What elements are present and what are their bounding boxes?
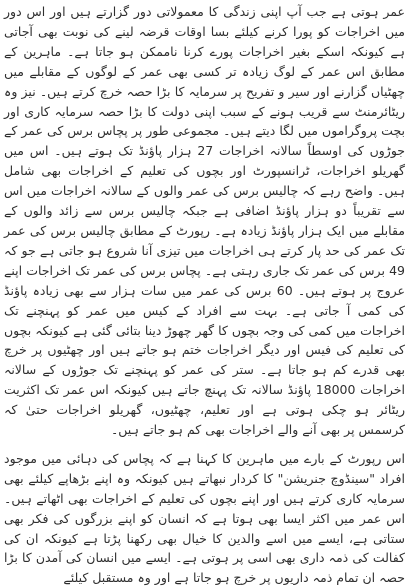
article-paragraph-2: اس رپورٹ کے بارے میں ماہرین کا کہنا ہے کہ پچاس کی دہائی میں موجود افراد "سینڈوچ جنریشن" کا کردار نبھاتے ہیں کیونکہ وہ اپنے بڑھاپے کیلئے بھی سرمایہ کاری کرتے ہیں اور اپنے بچوں کی تعلیم کے اخراجات بھی اٹھاتے ہیں۔ اس عمر میں اکثر ایسا بھی ہوتا ہے کہ انسان کو اپنے بزرگوں کی فکر بھی ستاتی ہے، ایسے میں اسے والدین کا خیال بھی رکھنا پڑتا ہے کیونکہ ان کی کفالت کی ذمہ داری بھی اسی پر ہوتی ہے۔ ایسے میں انسان کی آمدن کا بڑا حصہ ان تمام ذمہ داریوں پر خرچ ہو جاتا ہے اور وہ مستقبل کیلئے [4, 450, 405, 586]
article-paragraph-1: عمر ہوتی ہے جب آپ اپنی زندگی کا معمولاتی دور گزارتے ہیں اور اس دور میں اخراجات کو پورا کرنے کیلئے بسا اوقات قرضہ لینے کی نوبت بھی آجاتی ہے کیونکہ اسکے بغیر اخراجات پورے کرنا ناممکن ہو جاتا ہے۔ ماہرین کے مطابق اس عمر کے لوگ زیادہ تر کسی بھی عمر کے لوگوں کے مقابلے میں چھٹیاں گزارنے اور سیر و تفریح پر سرمایہ کا بڑا حصہ خرچ کرتے ہیں۔ نیز وہ ریٹائرمنٹ سے قریب ہونے کے سبب اپنی دولت کا بڑا حصہ سرمایہ کاری اور بچت پروگراموں میں لگا دیتے ہیں۔ مجموعی طور پر پچاس برس کی عمر کے جوڑوں کی اوسطاً سالانہ اخراجات 27 ہزار پاؤنڈ تک ہوتے ہیں۔ اس میں گھریلو اخراجات، ٹرانسپورٹ اور بچوں کی تعلیم کے اخراجات بھی شامل ہیں۔ واضح رہے کہ چالیس برس کی عمر والوں کے سالانہ اخراجات میں اس سے تقریباً دو ہزار پاؤنڈ اضافی ہے جبکہ چالیس برس سے زائد والوں کے مقابلے میں ایک ہزار پاؤنڈ زیادہ ہے۔ رپورٹ کے مطابق چالیس برس کی عمر تک عمر کی حد پار کرتے ہی اخراجات میں تیزی آنا شروع ہو جاتی ہے جو کہ 49 برس کی عمر تک جاری رہتی ہے۔ پچاس برس کی عمر تک اخراجات اپنے عروج پر ہوتے ہیں۔ 60 برس کی عمر میں سات ہزار سے بھی زیادہ پاؤنڈ کی کمی آ جاتی ہے۔ بہت سے افراد کے کیس میں عمر کو پہنچنے تک اخراجات میں کمی کی وجہ بچوں کا گھر چھوڑ دینا بتائی گئی ہے کیونکہ بچوں کی تعلیم کی فیس اور دیگر اخراجات ختم ہو جاتے ہیں اور چھٹیوں پر خرچ بھی قدرے کم ہو جاتا ہے۔ ستر کی عمر کو پہنچنے تک جوڑوں کے سالانہ اخراجات 18000 پاؤنڈ سالانہ تک پہنچ جاتے ہیں کیونکہ اس عمر تک اکثریت ریٹائر ہو چکی ہوتی ہے اور تعلیم، چھٹیوں، گھریلو اخراجات حتیٰ کہ کرسمس پر بھی آنے والے اخراجات بھی کم ہو جاتے ہیں۔ [4, 4, 406, 438]
